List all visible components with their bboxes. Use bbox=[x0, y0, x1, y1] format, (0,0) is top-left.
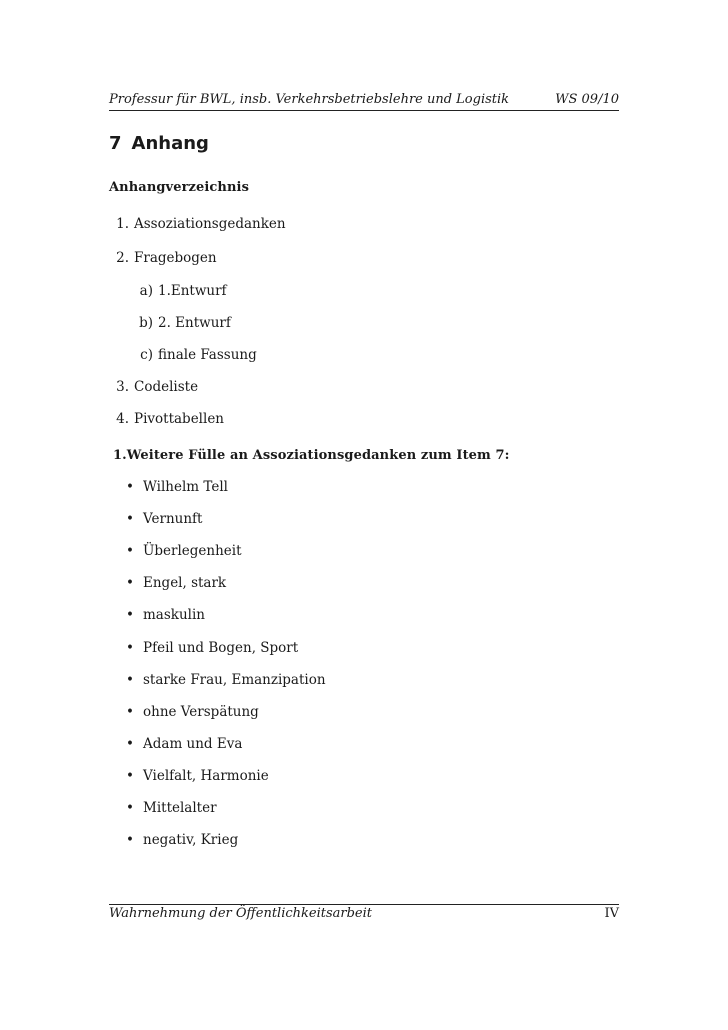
header-rule bbox=[109, 110, 619, 111]
list-item bbox=[124, 799, 217, 817]
list-item bbox=[124, 510, 202, 528]
list-item-text: Pfeil und Bogen, Sport bbox=[143, 640, 299, 656]
toc-subitem bbox=[136, 346, 257, 364]
bullet-mark: • bbox=[126, 832, 134, 848]
toc-item-number: 2. bbox=[116, 250, 129, 266]
list-item-text: Adam und Eva bbox=[143, 736, 243, 752]
list-item bbox=[124, 831, 238, 849]
list-item-text: negativ, Krieg bbox=[143, 832, 239, 848]
bullet-mark: • bbox=[126, 575, 134, 591]
toc-subitem bbox=[136, 282, 227, 300]
page-number: IV bbox=[604, 906, 619, 921]
list-item-text: Vielfalt, Harmonie bbox=[143, 768, 269, 784]
list-item bbox=[124, 767, 269, 785]
toc-subitem-marker: a) bbox=[139, 283, 153, 299]
bullet-mark: • bbox=[126, 543, 134, 559]
toc-subitem-label: 2. Entwurf bbox=[158, 315, 231, 331]
list-item bbox=[124, 542, 242, 560]
associations-heading: 1.Weitere Fülle an Assoziationsgedanken zum Item 7: bbox=[113, 448, 510, 463]
header-chair: Professur für BWL, insb. Verkehrsbetriebslehre und Logistik bbox=[109, 92, 510, 107]
toc-subitem-marker: b) bbox=[139, 315, 153, 331]
toc-subitem-marker: c) bbox=[140, 347, 153, 363]
toc-item-number: 1. bbox=[116, 216, 129, 232]
toc-item-label: Assoziationsgedanken bbox=[134, 216, 286, 232]
toc-item-label: Codeliste bbox=[134, 379, 199, 395]
running-header bbox=[109, 92, 619, 108]
list-item-text: Mittelalter bbox=[143, 800, 217, 816]
list-item bbox=[124, 703, 259, 721]
running-footer bbox=[109, 906, 619, 922]
toc-item bbox=[109, 378, 198, 396]
bullet-mark: • bbox=[126, 511, 134, 527]
toc-subitem-label: finale Fassung bbox=[158, 347, 257, 363]
bullet-mark: • bbox=[126, 768, 134, 784]
document-page bbox=[109, 0, 619, 1030]
list-item-text: Vernunft bbox=[143, 511, 203, 527]
section-title bbox=[109, 132, 209, 156]
list-item-text: ohne Verspätung bbox=[143, 704, 259, 720]
list-item bbox=[124, 671, 326, 689]
list-item bbox=[124, 574, 226, 592]
footer-rule bbox=[109, 904, 619, 905]
list-item-text: starke Frau, Emanzipation bbox=[143, 672, 326, 688]
bullet-mark: • bbox=[126, 704, 134, 720]
list-item bbox=[124, 735, 242, 753]
toc-item bbox=[109, 410, 224, 428]
header-semester: WS 09/10 bbox=[555, 92, 619, 107]
list-item-text: maskulin bbox=[143, 607, 205, 623]
bullet-mark: • bbox=[126, 800, 134, 816]
toc-item bbox=[109, 215, 286, 233]
toc-item-number: 4. bbox=[116, 411, 129, 427]
list-item-text: Engel, stark bbox=[143, 575, 227, 591]
list-item-text: Überlegenheit bbox=[143, 543, 242, 559]
toc-item-number: 3. bbox=[116, 379, 129, 395]
toc-subitem bbox=[136, 314, 231, 332]
toc-item-label: Pivottabellen bbox=[134, 411, 225, 427]
bullet-mark: • bbox=[126, 479, 134, 495]
bullet-mark: • bbox=[126, 640, 134, 656]
section-title-text: Anhang bbox=[131, 133, 209, 154]
list-item bbox=[124, 639, 298, 657]
list-item-text: Wilhelm Tell bbox=[143, 479, 228, 495]
toc-item-label: Fragebogen bbox=[134, 250, 217, 266]
toc-subitem-label: 1.Entwurf bbox=[158, 283, 227, 299]
bullet-mark: • bbox=[126, 607, 134, 623]
section-number: 7 bbox=[109, 133, 122, 154]
toc-item bbox=[109, 249, 217, 267]
list-item bbox=[124, 606, 205, 624]
toc-heading: Anhangverzeichnis bbox=[109, 180, 249, 195]
bullet-mark: • bbox=[126, 672, 134, 688]
footer-title: Wahrnehmung der Öffentlichkeitsarbeit bbox=[109, 906, 373, 921]
list-item bbox=[124, 478, 228, 496]
bullet-mark: • bbox=[126, 736, 134, 752]
